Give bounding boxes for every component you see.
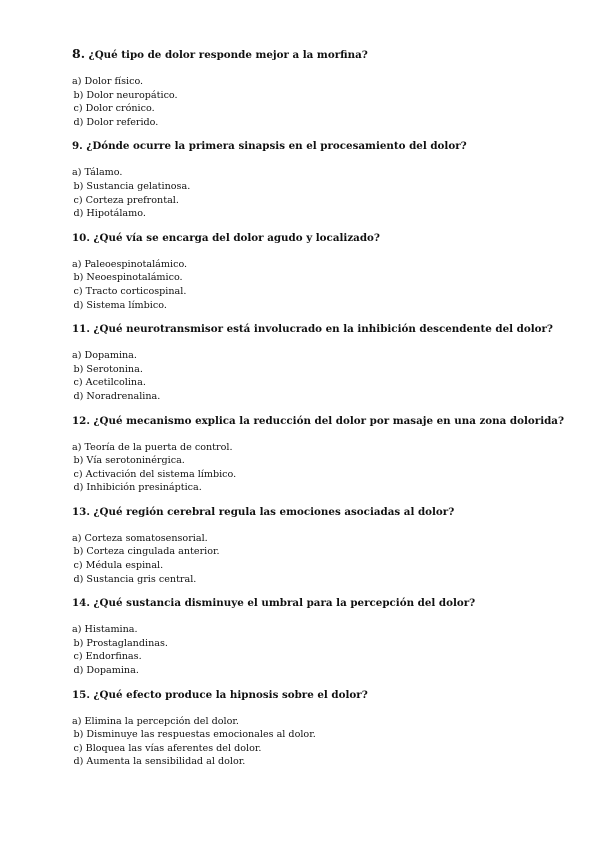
question-number: 14. <box>72 597 90 610</box>
option-d: d) Sistema límbico. <box>73 299 167 311</box>
option-a: a) Histamina. <box>72 624 138 636</box>
option-c: c) Bloquea las vías aferentes del dolor. <box>73 742 262 754</box>
option-c: c) Médula espinal. <box>73 560 164 572</box>
question-title <box>72 47 542 62</box>
option-a: a) Tálamo. <box>72 167 123 179</box>
question-title <box>72 139 542 153</box>
question-8 <box>72 47 542 129</box>
options-list <box>72 75 542 129</box>
question-number: 8. <box>72 46 86 61</box>
option-d: d) Hipotálamo. <box>73 208 146 220</box>
question-12 <box>72 414 565 495</box>
question-text: ¿Qué sustancia disminuye el umbral para la percepción del dolor? <box>93 597 476 610</box>
option-b: b) Sustancia gelatinosa. <box>73 180 191 192</box>
option-a: a) Paleoespinotalámico. <box>72 258 188 270</box>
quiz-page <box>72 46 565 769</box>
option-d: d) Dopamina. <box>73 665 139 677</box>
question-11 <box>72 322 553 403</box>
question-number: 9. <box>72 140 83 153</box>
option-c: c) Dolor crónico. <box>73 103 155 115</box>
question-number: 10. <box>72 231 90 244</box>
question-text: ¿Qué efecto produce la hipnosis sobre el dolor? <box>93 688 368 701</box>
option-c: c) Acetilcolina. <box>73 377 146 389</box>
question-9 <box>72 139 542 220</box>
option-c: c) Activación del sistema límbico. <box>73 468 237 480</box>
option-a: a) Dolor físico. <box>72 76 144 87</box>
question-text: ¿Dónde ocurre la primera sinapsis en el procesamiento del dolor? <box>86 140 467 153</box>
options-list <box>72 349 542 403</box>
question-text: ¿Qué vía se encarga del dolor agudo y localizado? <box>93 231 380 244</box>
option-a: a) Teoría de la puerta de control. <box>72 441 233 453</box>
question-13 <box>72 505 542 586</box>
option-c: c) Corteza prefrontal. <box>73 194 179 206</box>
option-b: b) Dolor neuropático. <box>73 89 178 101</box>
question-10 <box>72 231 542 312</box>
option-a: a) Dopamina. <box>72 350 137 362</box>
option-b: b) Corteza cingulada anterior. <box>73 546 220 558</box>
options-list <box>72 623 542 677</box>
option-d: d) Dolor referido. <box>73 116 159 128</box>
option-d: d) Sustancia gris central. <box>73 573 197 585</box>
option-b: b) Neoespinotalámico. <box>73 272 183 284</box>
options-list <box>72 532 542 586</box>
question-text: ¿Qué región cerebral regula las emociones asociadas al dolor? <box>93 505 455 518</box>
question-text: ¿Qué tipo de dolor responde mejor a la morfina? <box>88 49 368 61</box>
option-b: b) Vía serotoninérgica. <box>73 455 185 467</box>
question-number: 15. <box>72 688 90 701</box>
question-number: 11. <box>72 323 90 336</box>
option-a: a) Elimina la percepción del dolor. <box>72 715 239 727</box>
option-b: b) Serotonina. <box>73 363 143 375</box>
question-title <box>72 322 553 336</box>
option-b: b) Prostaglandinas. <box>73 637 168 649</box>
option-d: d) Noradrenalina. <box>73 390 161 402</box>
question-number: 12. <box>72 414 90 427</box>
options-list <box>72 166 542 220</box>
question-title <box>72 505 542 519</box>
option-c: c) Tracto corticospinal. <box>73 285 187 297</box>
question-number: 13. <box>72 505 90 518</box>
options-list <box>72 441 542 495</box>
option-a: a) Corteza somatosensorial. <box>72 532 208 544</box>
question-title <box>72 231 542 245</box>
option-d: d) Aumenta la sensibilidad al dolor. <box>73 756 246 768</box>
question-14 <box>72 596 542 677</box>
question-title <box>72 596 542 610</box>
question-text: ¿Qué neurotransmisor está involucrado en la inhibición descendente del dolor? <box>93 323 553 336</box>
question-title <box>72 414 565 428</box>
options-list <box>72 258 542 312</box>
question-title <box>72 688 542 702</box>
option-d: d) Inhibición presináptica. <box>73 482 202 494</box>
option-b: b) Disminuye las respuestas emocionales al dolor. <box>73 729 316 741</box>
question-15 <box>72 688 542 769</box>
question-text: ¿Qué mecanismo explica la reducción del dolor por masaje en una zona dolorida? <box>93 414 565 427</box>
option-c: c) Endorfinas. <box>73 651 142 663</box>
options-list <box>72 715 542 769</box>
